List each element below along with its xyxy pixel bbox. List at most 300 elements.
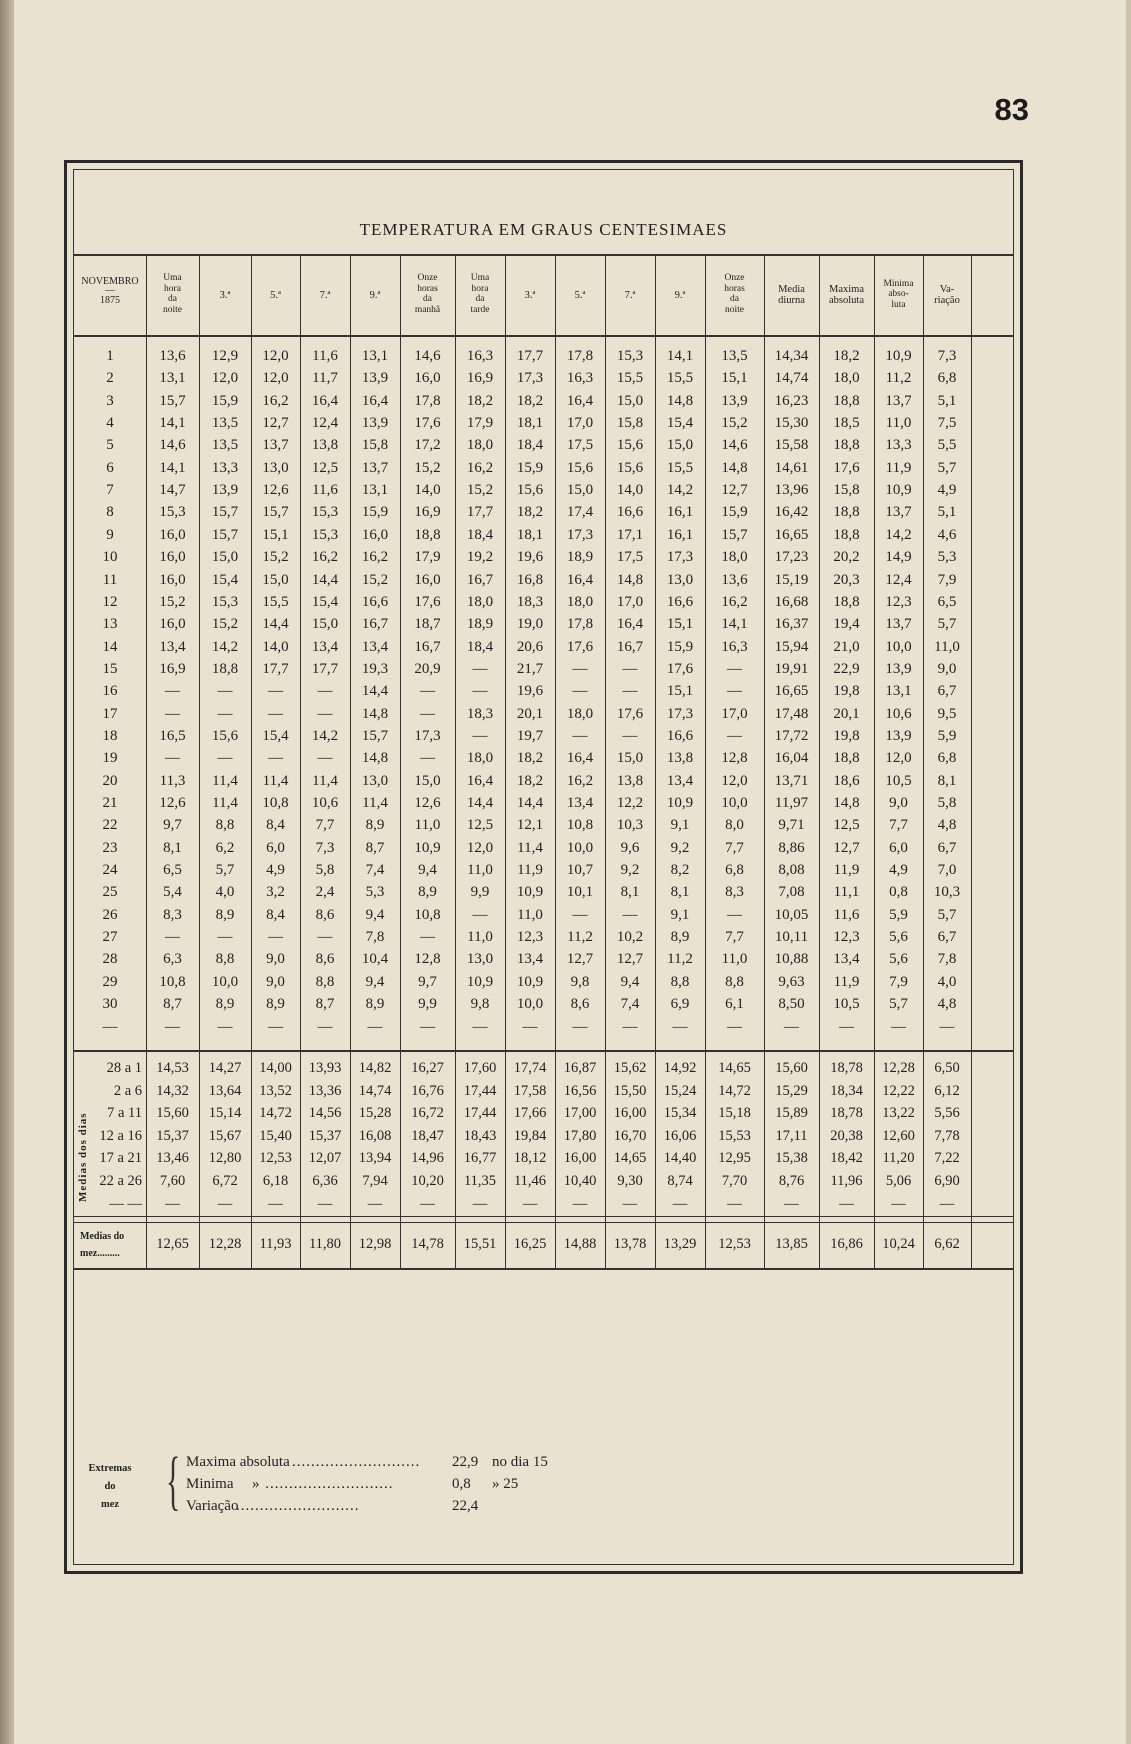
table-cell: 18,0 xyxy=(566,705,594,722)
table-cell: 18,6 xyxy=(833,772,860,789)
table-cell: 6,5 xyxy=(163,862,182,879)
table-cell: 14,9 xyxy=(885,549,912,566)
day-number: 1 xyxy=(106,348,114,364)
table-cell: 13,8 xyxy=(311,437,339,454)
table-cell: 12,0 xyxy=(466,839,494,856)
table-cell: 15,14 xyxy=(208,1105,242,1122)
table-cell: 10,4 xyxy=(361,951,389,968)
table-cell: 20,1 xyxy=(833,705,860,722)
table-cell: — xyxy=(622,683,638,700)
table-cell: 19,0 xyxy=(516,616,544,633)
table-cell: 13,3 xyxy=(885,437,912,454)
table-cell: 8,9 xyxy=(365,996,385,1013)
table-cell: 11,2 xyxy=(667,951,693,968)
period-bottom-rule xyxy=(74,1216,1013,1217)
day-number: 24 xyxy=(102,862,118,879)
day-number: 18 xyxy=(102,727,118,744)
table-cell: — xyxy=(420,750,435,767)
table-cell: — xyxy=(165,705,180,722)
table-cell: 8,7 xyxy=(163,996,182,1013)
day-number: 8 xyxy=(106,504,114,521)
table-cell: 8,8 xyxy=(215,951,235,968)
table-cell: 16,65 xyxy=(774,526,809,543)
column-header-line: hora xyxy=(164,283,181,294)
table-cell: — xyxy=(165,683,180,700)
table-cell: 8,3 xyxy=(725,884,744,901)
column-header-line: noite xyxy=(725,304,744,315)
table-cell: 16,04 xyxy=(774,750,809,767)
table-cell: 9,0 xyxy=(266,973,285,990)
table-cell: 13,4 xyxy=(833,951,860,968)
table-cell: 17,2 xyxy=(414,437,441,454)
table-cell: 13,0 xyxy=(466,951,494,968)
column-header-line: Minima xyxy=(883,278,914,289)
header-bottom-rule xyxy=(74,335,1013,337)
table-cell: 15,5 xyxy=(666,370,694,387)
table-cell: 15,29 xyxy=(775,1082,808,1099)
table-cell: 16,4 xyxy=(566,750,594,767)
table-cell: 7,7 xyxy=(725,929,744,946)
day-number: 14 xyxy=(102,638,118,655)
table-cell: 17,8 xyxy=(566,616,594,633)
table-cell: 16,4 xyxy=(566,392,594,409)
extremes-label xyxy=(82,1460,138,1514)
table-cell: 13,94 xyxy=(358,1150,392,1167)
column-header-line: Va- xyxy=(939,284,955,295)
day-number: 10 xyxy=(102,549,118,566)
table-cell: 17,6 xyxy=(414,415,441,432)
column-header-line: horas xyxy=(724,283,745,294)
table-cell: 5,3 xyxy=(365,884,385,901)
table-cell: 14,8 xyxy=(721,459,748,476)
table-cell: 8,8 xyxy=(670,973,690,990)
table-cell: — xyxy=(939,1195,955,1212)
table-cell: 16,2 xyxy=(566,772,594,789)
table-cell: 11,0 xyxy=(467,862,493,879)
day-number: 5 xyxy=(106,437,114,454)
table-cell: 10,8 xyxy=(159,973,186,990)
table-cell: 12,7 xyxy=(566,951,594,968)
period-range: 2 a 6 xyxy=(113,1082,142,1099)
table-cell: 11,1 xyxy=(833,884,860,901)
table-cell: — xyxy=(420,683,435,700)
day-number: 4 xyxy=(106,415,114,432)
table-cell: 8,08 xyxy=(778,862,805,879)
table-cell: 8,9 xyxy=(215,906,235,923)
day-number: 22 xyxy=(102,817,118,834)
table-cell: 15,2 xyxy=(159,593,186,610)
table-cell: 12,98 xyxy=(358,1236,392,1252)
extremes-label-line: mez xyxy=(100,1499,120,1510)
table-cell: 10,2 xyxy=(616,929,644,946)
table-cell: 10,8 xyxy=(414,906,441,923)
table-cell: 12,60 xyxy=(882,1127,915,1144)
table-cell: 13,6 xyxy=(721,571,748,588)
table-cell: 8,8 xyxy=(725,973,744,990)
table-cell: 12,5 xyxy=(466,817,494,834)
table-cell: 10,5 xyxy=(885,772,912,789)
table-cell: — xyxy=(727,660,742,677)
table-cell: — xyxy=(268,1195,283,1212)
table-cell: 9,9 xyxy=(418,996,437,1013)
month-label xyxy=(74,1228,152,1262)
table-cell: 8,6 xyxy=(315,951,335,968)
table-cell: 16,4 xyxy=(361,392,389,409)
table-cell: 15,0 xyxy=(414,772,441,789)
table-cell: 19,84 xyxy=(513,1127,547,1144)
table-cell: 16,1 xyxy=(666,504,694,521)
table-cell: 11,96 xyxy=(830,1173,863,1189)
table-cell: 15,0 xyxy=(211,549,239,566)
table-cell: 17,3 xyxy=(666,549,694,566)
table-cell: 20,1 xyxy=(516,705,544,722)
table-cell: 8,7 xyxy=(365,839,385,856)
extreme-name: Minima xyxy=(186,1476,234,1492)
table-cell: 17,8 xyxy=(414,392,441,409)
table-cell: 11,93 xyxy=(259,1236,292,1252)
table-cell: 14,4 xyxy=(311,571,339,588)
table-cell: 3,2 xyxy=(266,884,285,901)
column-rule xyxy=(971,254,972,1268)
table-cell: 11,0 xyxy=(414,817,441,834)
table-cell: 16,00 xyxy=(613,1105,647,1122)
table-cell: 15,0 xyxy=(311,616,339,633)
table-cell: 13,4 xyxy=(516,951,544,968)
table-cell: 12,95 xyxy=(718,1150,751,1167)
table-cell: 12,28 xyxy=(882,1060,915,1076)
header-top-rule xyxy=(74,254,1013,256)
column-header-line: da xyxy=(475,294,485,304)
table-cell: 15,60 xyxy=(775,1060,808,1076)
table-cell: 9,8 xyxy=(470,996,490,1013)
table-cell: 10,8 xyxy=(262,795,289,811)
table-cell: 14,0 xyxy=(414,482,441,499)
table-cell: 18,8 xyxy=(833,593,860,610)
table-cell: 16,2 xyxy=(721,593,748,610)
table-cell: 11,6 xyxy=(312,482,338,499)
table-cell: 6,9 xyxy=(670,996,690,1013)
table-cell: 16,0 xyxy=(159,549,186,566)
table-cell: 6,36 xyxy=(312,1173,338,1189)
table-cell: 18,3 xyxy=(466,705,494,722)
table-cell: 16,6 xyxy=(666,593,694,610)
table-cell: 14,0 xyxy=(616,482,644,499)
table-cell: 19,8 xyxy=(833,683,860,700)
table-cell: 16,0 xyxy=(361,526,389,543)
table-cell: 16,0 xyxy=(159,526,186,543)
table-cell: 13,7 xyxy=(885,616,912,633)
day-number: 30 xyxy=(102,996,118,1013)
table-cell: 18,4 xyxy=(516,437,544,454)
table-cell: 9,4 xyxy=(418,862,437,879)
table-cell: 14,92 xyxy=(663,1060,697,1076)
column-header-line: Onze xyxy=(417,273,438,283)
table-cell: 6,5 xyxy=(937,593,957,610)
table-cell: — xyxy=(572,1018,588,1035)
table-cell: 16,9 xyxy=(466,370,494,387)
table-cell: 17,7 xyxy=(466,504,494,521)
table-cell: 4,0 xyxy=(937,973,957,990)
table-cell: 12,7 xyxy=(721,482,748,499)
table-cell: 8,9 xyxy=(418,884,437,901)
table-cell: 13,71 xyxy=(774,772,809,789)
day-number: 17 xyxy=(102,705,118,722)
table-cell: 18,2 xyxy=(833,348,860,364)
table-cell: 5,9 xyxy=(937,727,957,744)
period-range: 17 a 21 xyxy=(99,1150,142,1167)
month-top-rule xyxy=(74,1222,1013,1223)
extremes-brace: { xyxy=(166,1444,181,1517)
table-cell: 16,3 xyxy=(566,370,594,387)
table-cell: 5,9 xyxy=(889,906,908,923)
column-header xyxy=(455,273,505,315)
table-cell: 5,56 xyxy=(934,1105,960,1122)
table-cell: 6,62 xyxy=(934,1236,960,1252)
table-cell: 11,9 xyxy=(885,459,912,476)
table-cell: 11,6 xyxy=(833,906,860,923)
table-cell: 13,46 xyxy=(156,1150,189,1167)
table-cell: 10,9 xyxy=(466,973,494,990)
table-cell: 15,7 xyxy=(211,504,239,521)
table-cell: 16,87 xyxy=(563,1060,597,1076)
table-cell: 5,7 xyxy=(937,906,957,923)
table-cell: 14,74 xyxy=(774,370,809,387)
table-cell: 17,80 xyxy=(563,1127,597,1144)
table-cell: 11,7 xyxy=(312,370,338,387)
table-cell: 17,1 xyxy=(616,526,644,543)
table-cell: 13,9 xyxy=(211,482,239,499)
table-cell: 9,9 xyxy=(470,884,490,901)
table-cell: 10,1 xyxy=(566,884,594,901)
table-cell: 13,9 xyxy=(885,660,912,677)
table-cell: 6,8 xyxy=(937,370,957,387)
table-cell: 21,7 xyxy=(516,660,544,677)
table-cell: 15,0 xyxy=(616,750,644,767)
month-bottom-rule xyxy=(74,1268,1013,1270)
table-cell: 15,24 xyxy=(663,1082,697,1099)
day-number: 19 xyxy=(102,750,118,767)
column-header xyxy=(300,290,350,301)
table-cell: 13,1 xyxy=(885,683,912,700)
table-cell: 15,89 xyxy=(775,1105,808,1122)
table-cell: 5,5 xyxy=(937,437,957,454)
table-cell: 12,6 xyxy=(414,795,441,811)
header-month-year xyxy=(74,276,146,306)
table-cell: 4,8 xyxy=(937,817,957,834)
table-cell: — xyxy=(622,727,638,744)
table-cell: 15,67 xyxy=(208,1127,242,1144)
table-cell: — xyxy=(420,929,435,946)
table-cell: 16,0 xyxy=(159,571,186,588)
table-cell: 10,0 xyxy=(721,795,748,811)
table-cell: 18,9 xyxy=(466,616,494,633)
column-header-line: 3.ª xyxy=(219,289,231,301)
table-cell: 17,6 xyxy=(833,459,860,476)
table-cell: 11,9 xyxy=(833,973,860,990)
table-cell: 14,82 xyxy=(358,1060,392,1076)
table-cell: 8,86 xyxy=(778,839,805,856)
table-cell: 15,2 xyxy=(414,459,441,476)
column-header xyxy=(400,273,455,315)
table-cell: 16,42 xyxy=(774,504,809,521)
table-cell: 12,53 xyxy=(259,1150,292,1167)
table-cell: 14,6 xyxy=(414,348,441,364)
extreme-dots: » ........................... xyxy=(252,1476,394,1492)
table-cell: 17,5 xyxy=(566,437,594,454)
table-cell: 18,12 xyxy=(513,1150,547,1167)
table-cell: 16,7 xyxy=(361,616,389,633)
table-cell: 15,7 xyxy=(159,392,186,409)
table-cell: 15,2 xyxy=(262,549,289,566)
table-cell: 4,6 xyxy=(937,526,957,543)
table-cell: 15,2 xyxy=(466,482,494,499)
table-cell: 7,60 xyxy=(159,1173,186,1189)
table-cell: 16,4 xyxy=(311,392,339,409)
table-cell: 18,34 xyxy=(830,1082,863,1099)
table-cell: 8,1 xyxy=(670,884,690,901)
day-number: 6 xyxy=(106,459,114,476)
table-cell: 17,0 xyxy=(721,705,748,722)
table-cell: 7,8 xyxy=(365,929,385,946)
table-cell: 14,74 xyxy=(358,1082,392,1099)
extreme-suffix: » 25 xyxy=(492,1476,519,1492)
table-cell: 16,5 xyxy=(159,727,186,744)
column-header-line: Media xyxy=(778,284,805,295)
table-cell: 15,53 xyxy=(718,1127,751,1144)
table-cell: 6,7 xyxy=(937,839,957,856)
table-cell: 15,1 xyxy=(666,616,694,633)
extreme-dots: ........................... xyxy=(292,1454,421,1470)
table-cell: 14,2 xyxy=(885,526,912,543)
table-cell: 7,3 xyxy=(315,839,335,856)
table-cell: 12,0 xyxy=(262,348,289,364)
table-cell: 16,4 xyxy=(466,772,494,789)
table-cell: 17,6 xyxy=(666,660,694,677)
day-number: 25 xyxy=(102,884,118,901)
table-cell: 11,2 xyxy=(885,370,912,387)
table-cell: 6,1 xyxy=(725,996,744,1013)
table-cell: 17,9 xyxy=(414,549,441,566)
day-number: 12 xyxy=(102,593,118,610)
table-cell: 14,61 xyxy=(774,459,809,476)
table-cell: 4,9 xyxy=(937,482,957,499)
day-number: 29 xyxy=(102,973,118,990)
table-cell: 15,37 xyxy=(156,1127,189,1144)
table-cell: 16,0 xyxy=(414,370,441,387)
table-cell: 15,5 xyxy=(616,370,644,387)
table-cell: 15,4 xyxy=(262,727,289,744)
table-cell: 8,2 xyxy=(670,862,690,879)
table-cell: 13,4 xyxy=(311,638,339,655)
period-label: Medias dos dias xyxy=(77,1112,89,1202)
table-cell: 7,0 xyxy=(937,862,957,879)
table-cell: 11,0 xyxy=(517,906,543,923)
table-cell: 14,32 xyxy=(156,1082,189,1099)
table-cell: 15,6 xyxy=(616,437,644,454)
table-cell: 18,0 xyxy=(466,437,494,454)
table-cell: 7,4 xyxy=(365,862,385,879)
table-cell: 10,9 xyxy=(666,795,694,811)
table-cell: 18,0 xyxy=(466,593,494,610)
book-spine xyxy=(0,0,14,1744)
table-cell: 13,3 xyxy=(211,459,239,476)
table-cell: 15,2 xyxy=(361,571,389,588)
table-cell: 17,3 xyxy=(414,727,441,744)
table-cell: 12,3 xyxy=(516,929,544,946)
column-header-line: Maxima xyxy=(829,284,864,295)
table-cell: 11,4 xyxy=(212,795,238,811)
column-header xyxy=(764,284,819,306)
table-cell: 18,4 xyxy=(466,638,494,655)
table-cell: 18,0 xyxy=(466,750,494,767)
column-header-line: 9.ª xyxy=(369,289,381,301)
table-cell: 12,5 xyxy=(833,817,860,834)
day-number: 23 xyxy=(102,839,118,856)
table-cell: — xyxy=(217,1195,233,1212)
table-cell: 13,1 xyxy=(361,348,389,364)
table-cell: 14,00 xyxy=(259,1060,292,1076)
table-cell: 17,0 xyxy=(566,415,594,432)
table-cell: 17,74 xyxy=(513,1060,547,1076)
table-cell: 17,66 xyxy=(513,1105,547,1122)
table-cell: 15,4 xyxy=(666,415,694,432)
table-cell: 15,62 xyxy=(613,1060,647,1076)
table-cell: 16,9 xyxy=(414,504,441,521)
column-header xyxy=(199,290,251,301)
day-number: 11 xyxy=(102,571,118,588)
table-cell: 15,19 xyxy=(774,571,809,588)
table-cell: 12,07 xyxy=(308,1150,342,1167)
table-cell: — xyxy=(165,1195,180,1212)
table-cell: 13,5 xyxy=(721,348,748,364)
table-cell: 14,8 xyxy=(833,795,860,811)
table-cell: 12,3 xyxy=(885,593,912,610)
table-cell: 9,8 xyxy=(570,973,590,990)
table-cell: 15,1 xyxy=(666,683,694,700)
table-cell: 17,8 xyxy=(566,348,594,364)
table-cell: 12,65 xyxy=(156,1236,189,1252)
table-cell: 15,0 xyxy=(616,392,644,409)
table-cell: 8,1 xyxy=(163,839,182,856)
table-cell: 17,7 xyxy=(516,348,544,364)
table-cell: 18,47 xyxy=(411,1127,444,1144)
table-cell: 14,72 xyxy=(259,1105,292,1122)
table-cell: 15,51 xyxy=(463,1236,497,1252)
table-cell: 11,4 xyxy=(362,795,388,811)
table-cell: 16,77 xyxy=(463,1150,497,1167)
table-cell: 8,76 xyxy=(778,1173,805,1189)
day-number: 26 xyxy=(102,906,118,923)
table-cell: 9,6 xyxy=(620,839,640,856)
column-header-line: 5.ª xyxy=(270,289,281,301)
table-cell: 18,8 xyxy=(833,392,860,409)
table-cell: — xyxy=(522,1195,538,1212)
table-cell: 16,7 xyxy=(616,638,644,655)
table-cell: 15,5 xyxy=(666,459,694,476)
table-cell: 13,29 xyxy=(663,1236,697,1252)
table-cell: 16,2 xyxy=(361,549,389,566)
table-cell: 14,53 xyxy=(156,1060,189,1076)
day-number: 9 xyxy=(106,526,114,543)
header-first-col-line: NOVEMBRO xyxy=(81,276,139,287)
table-cell: 16,3 xyxy=(721,638,748,655)
day-number: 2 xyxy=(106,370,114,387)
table-cell: 7,7 xyxy=(315,817,335,834)
table-cell: 12,7 xyxy=(262,415,289,432)
table-cell: 15,58 xyxy=(774,437,809,454)
table-cell: 9,7 xyxy=(418,973,437,990)
table-cell: — xyxy=(165,750,180,767)
